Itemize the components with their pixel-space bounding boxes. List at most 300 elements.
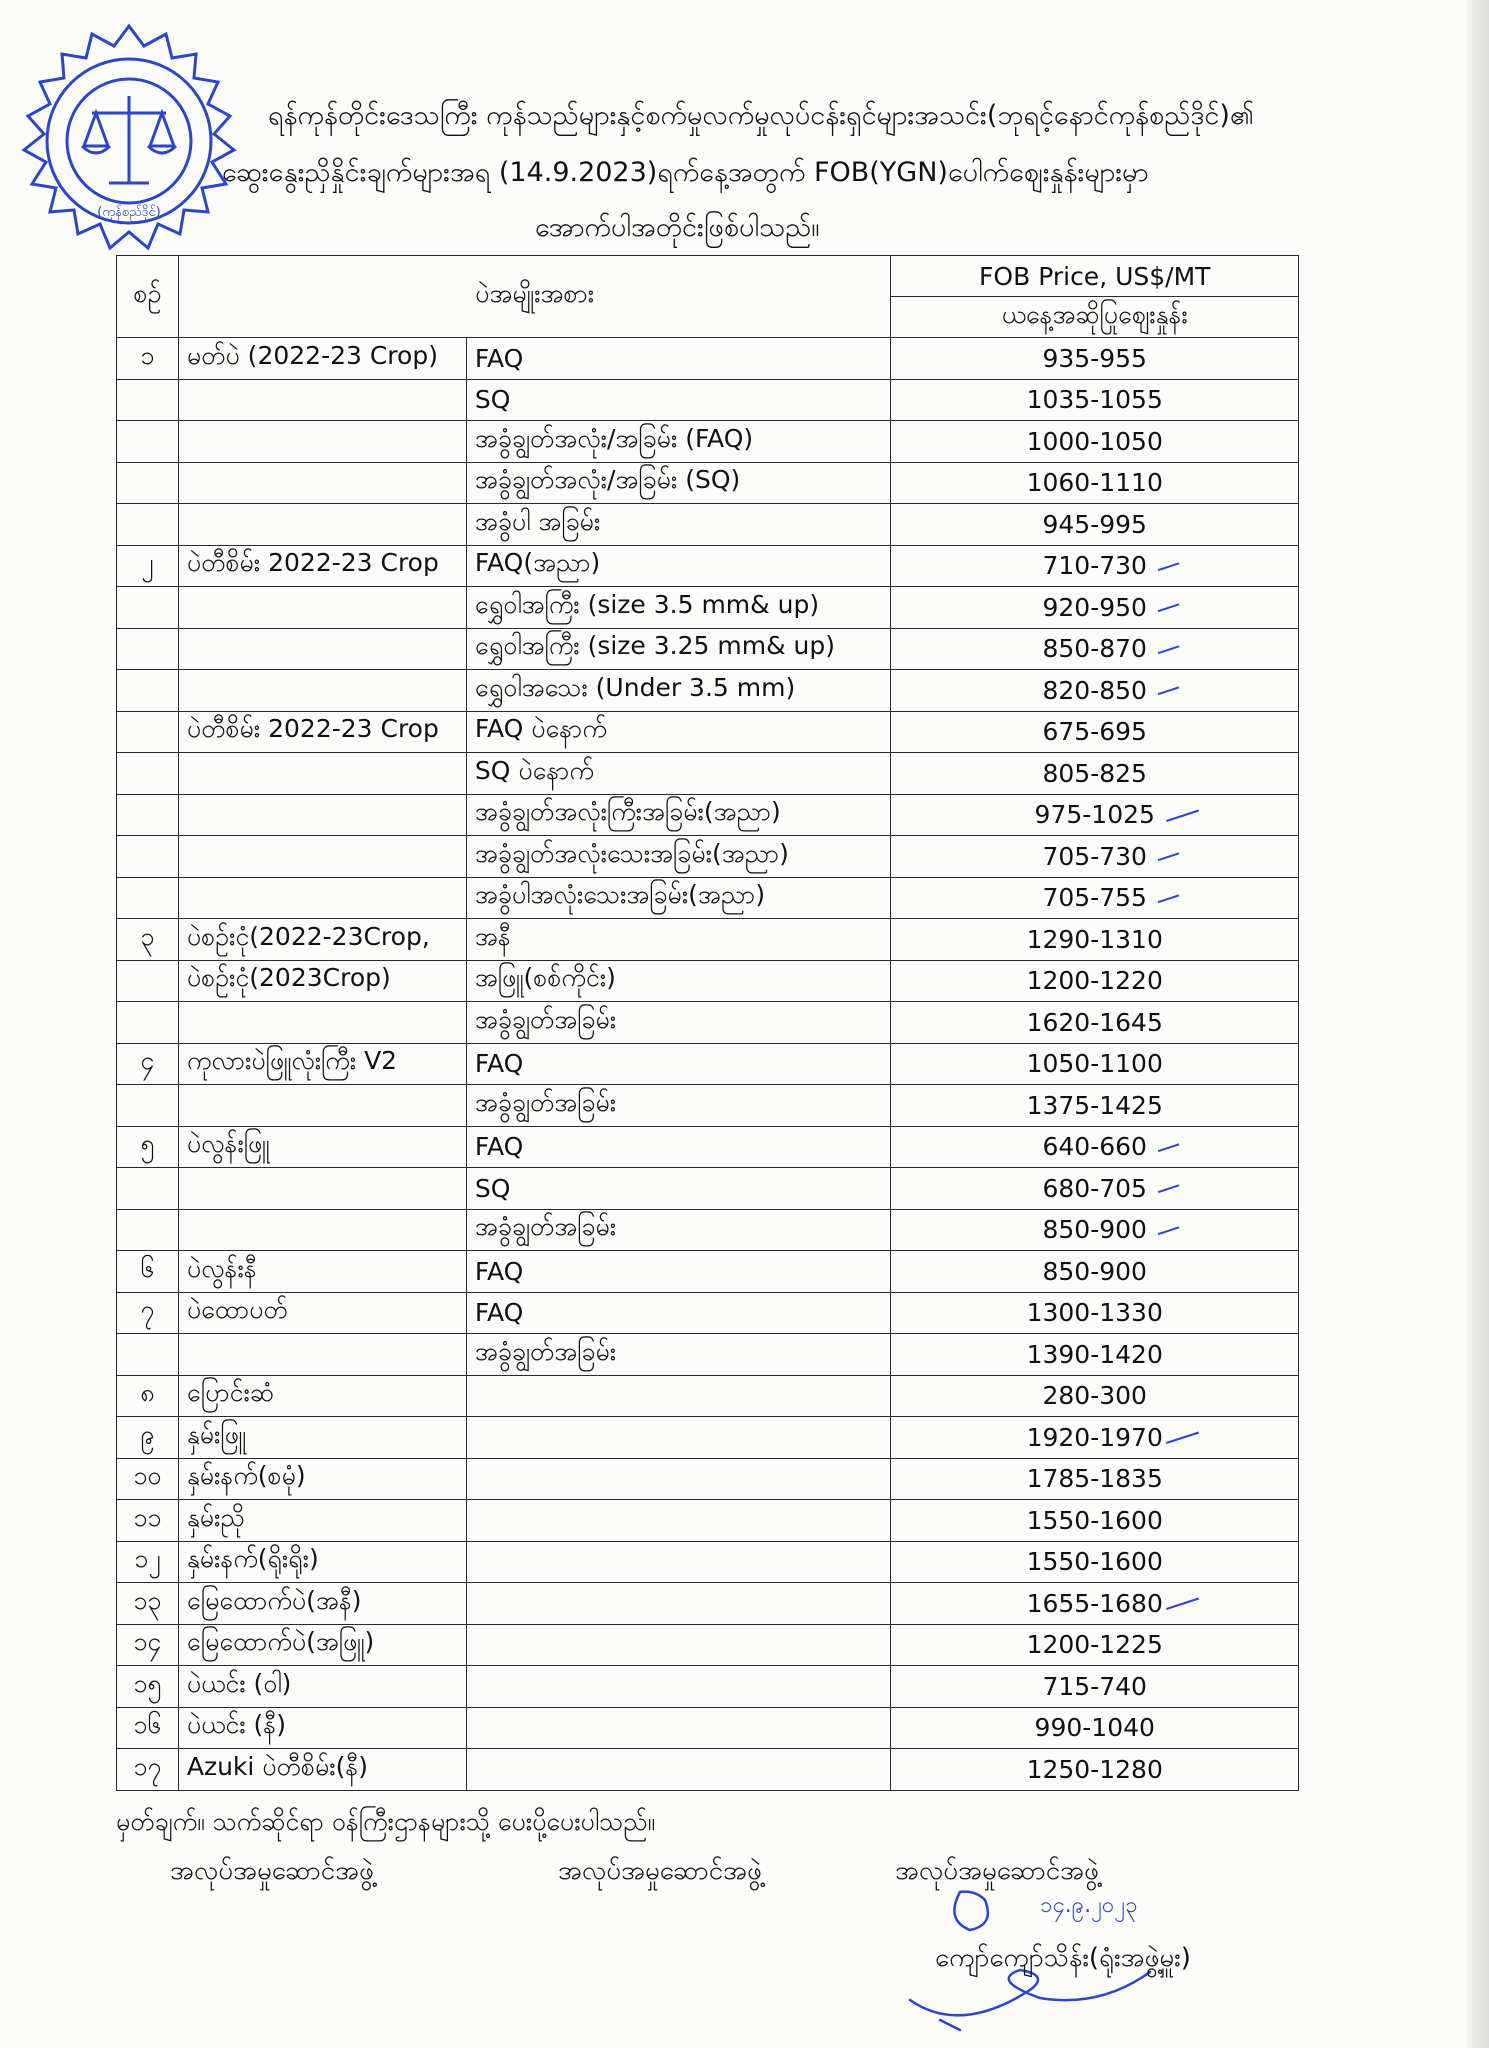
price-cell [891, 1209, 1299, 1251]
serial-cell [117, 379, 179, 421]
serial-cell [117, 1126, 179, 1168]
price-text: 1550-1600 [1026, 1547, 1163, 1577]
product-name-text: မြေထောက်ပဲ(အဖြူ) [186, 1627, 375, 1657]
grade-text: FAQ [474, 1298, 524, 1328]
price-cell [891, 1624, 1299, 1666]
serial-cell [117, 338, 179, 380]
grade-text: အခွံချွတ်အခြမ်း [474, 1004, 617, 1034]
price-cell [891, 670, 1299, 712]
product-name-cell [178, 1126, 466, 1168]
serial-cell [117, 421, 179, 463]
price-text: 920-950 [1042, 592, 1147, 622]
grade-cell [466, 1126, 891, 1168]
grade-text: အခွံချွတ်အလုံး/အခြမ်း (FAQ) [474, 423, 754, 453]
product-name-cell [178, 1002, 466, 1044]
heading-line-3: အောက်ပါအတိုင်းဖြစ်ပါသည်။ [535, 212, 820, 243]
price-cell [891, 1334, 1299, 1376]
price-text: 1050-1100 [1026, 1049, 1163, 1079]
serial-cell [117, 1292, 179, 1334]
price-cell [891, 1541, 1299, 1583]
grade-cell [466, 545, 891, 587]
grade-text: အခွံချွတ်အခြမ်း [474, 1336, 617, 1366]
price-cell [891, 379, 1299, 421]
price-text: 1035-1055 [1026, 385, 1163, 415]
grade-cell [466, 711, 891, 753]
price-text: 1550-1600 [1026, 1505, 1163, 1535]
table-row [117, 794, 1299, 836]
price-cell [891, 1749, 1299, 1791]
price-cell [891, 1666, 1299, 1708]
product-name-cell [178, 1666, 466, 1708]
serial-cell [117, 1043, 179, 1085]
price-text: 805-825 [1042, 758, 1147, 788]
table-row [117, 338, 1299, 380]
check-mark-icon [1163, 800, 1199, 822]
grade-text: အခွံချွတ်အလုံးကြီးအခြမ်း(အညာ) [474, 797, 781, 827]
serial-cell [117, 504, 179, 546]
serial-cell [117, 1251, 179, 1293]
grade-text: ရွှေဝါအကြီး (size 3.25 mm& up) [474, 631, 835, 661]
product-name-cell [178, 421, 466, 463]
price-cell [891, 587, 1299, 629]
check-mark-icon [1155, 677, 1180, 695]
product-name-text: ပဲယင်း (ဝါ) [186, 1668, 292, 1698]
serial-text: ၁၅ [133, 1668, 162, 1698]
grade-cell [466, 1417, 891, 1459]
grade-cell [466, 1168, 891, 1210]
table-row [117, 504, 1299, 546]
serial-cell [117, 1666, 179, 1708]
serial-cell [117, 1085, 179, 1127]
serial-cell [117, 1458, 179, 1500]
product-name-cell [178, 1292, 466, 1334]
price-text: 1250-1280 [1026, 1754, 1163, 1784]
serial-text: ၇ [140, 1295, 155, 1325]
product-name-cell [178, 1749, 466, 1791]
price-cell [891, 1002, 1299, 1044]
table-row [117, 1417, 1299, 1459]
table-row [117, 1043, 1299, 1085]
table-row [117, 1749, 1299, 1791]
price-text: 640-660 [1042, 1132, 1147, 1162]
grade-cell [466, 960, 891, 1002]
product-name-text: ပြောင်းဆံ [186, 1378, 275, 1408]
grade-cell [466, 836, 891, 878]
check-mark-icon [1155, 843, 1180, 861]
product-name-text: ပဲစဉ်းငုံ(2022-23Crop, [186, 921, 430, 951]
table-row [117, 628, 1299, 670]
table-row [117, 1085, 1299, 1127]
grade-cell [466, 794, 891, 836]
table-row [117, 960, 1299, 1002]
product-name-cell [178, 1583, 466, 1625]
grade-text: FAQ [474, 1256, 524, 1286]
table-row [117, 670, 1299, 712]
table-row [117, 1666, 1299, 1708]
check-mark-icon [1155, 594, 1180, 612]
association-seal [4, 18, 254, 268]
executive-committee-label-3: အလုပ်အမှုဆောင်အဖွဲ့ [895, 1856, 1099, 1886]
serial-cell [117, 1624, 179, 1666]
serial-text: ၁၄ [133, 1627, 162, 1657]
serial-cell [117, 1583, 179, 1625]
serial-cell [117, 1375, 179, 1417]
grade-cell [466, 1707, 891, 1749]
table-row [117, 1126, 1299, 1168]
serial-text: ၁၁ [133, 1502, 162, 1532]
table-row [117, 919, 1299, 961]
grade-text: အခွံချွတ်အလုံးသေးအခြမ်း(အညာ) [474, 838, 789, 868]
table-row [117, 1500, 1299, 1542]
product-name-text: ပဲယင်း (နီ) [186, 1710, 286, 1740]
heading-line-2: ဆွေးနွေးညှိနှိုင်းချက်များအရ (14.9.2023)ရက်နေ့အတွက် FOB(YGN)ပေါက်ဈေးနှုန်းများမှာ [222, 157, 1149, 188]
remark-note: မှတ်ချက်။ သက်ဆိုင်ရာ ဝန်ကြီးဌာနများသို့ ပေးပို့ပေးပါသည်။ [116, 1807, 656, 1836]
table-row [117, 753, 1299, 795]
table-row [117, 1209, 1299, 1251]
serial-text: ၁၂ [134, 1544, 161, 1574]
page-edge [1467, 0, 1489, 2048]
price-cell [891, 794, 1299, 836]
grade-text: အခွံပါ အခြမ်း [474, 506, 601, 536]
serial-cell [117, 1168, 179, 1210]
product-name-text: မြေထောက်ပဲ(အနီ) [186, 1585, 362, 1615]
heading-line-1: ရန်ကုန်တိုင်းဒေသကြီး ကုန်သည်များနှင့်စက်မှုလက်မှုလုပ်ငန်းရှင်များအသင်း(ဘုရင့်နောင်ကုန်စည်ဒိုင်)၏ [268, 100, 1254, 131]
grade-cell [466, 670, 891, 712]
table-row [117, 836, 1299, 878]
header-item-type: ပဲအမျိုးအစား [178, 256, 891, 338]
table-row [117, 587, 1299, 629]
product-name-cell [178, 1375, 466, 1417]
price-cell [891, 1375, 1299, 1417]
price-text: 990-1040 [1034, 1713, 1155, 1743]
price-text: 1300-1330 [1026, 1298, 1163, 1328]
serial-cell [117, 960, 179, 1002]
table-row [117, 1292, 1299, 1334]
serial-text: ၁၀ [133, 1461, 162, 1491]
grade-text: SQ ပဲနောက် [474, 755, 594, 785]
grade-text: အခွံချွတ်အခြမ်း [474, 1087, 617, 1117]
serial-cell [117, 1417, 179, 1459]
grade-cell [466, 587, 891, 629]
serial-cell [117, 794, 179, 836]
product-name-cell [178, 960, 466, 1002]
grade-cell [466, 1209, 891, 1251]
price-cell [891, 960, 1299, 1002]
price-cell [891, 1085, 1299, 1127]
serial-text: ၂ [141, 548, 154, 578]
grade-cell [466, 1749, 891, 1791]
product-name-text: နှမ်းနက်(စမုံ) [186, 1461, 306, 1491]
product-name-cell [178, 919, 466, 961]
product-name-cell [178, 1417, 466, 1459]
grade-cell [466, 1583, 891, 1625]
grade-cell [466, 753, 891, 795]
grade-text: အဖြူ(စစ်ကိုင်း) [474, 963, 616, 993]
serial-text: ၃ [140, 921, 155, 951]
table-row [117, 1168, 1299, 1210]
check-mark-icon [1155, 552, 1180, 570]
serial-cell [117, 1209, 179, 1251]
serial-cell [117, 670, 179, 712]
price-text: 975-1025 [1034, 800, 1155, 830]
grade-text: SQ [474, 1173, 511, 1203]
check-mark-icon [1155, 1216, 1180, 1234]
serial-cell [117, 1749, 179, 1791]
price-cell [891, 877, 1299, 919]
price-text: 850-900 [1042, 1256, 1147, 1286]
product-name-text: Azuki ပဲတီစိမ်း(နီ) [186, 1751, 369, 1781]
product-name-cell [178, 1209, 466, 1251]
serial-text: ၁၇ [133, 1751, 162, 1781]
price-cell [891, 1500, 1299, 1542]
price-text: 705-730 [1042, 841, 1147, 871]
table-row [117, 421, 1299, 463]
product-name-text: နှမ်းနက်(ရိုးရိုး) [186, 1544, 319, 1574]
grade-text: FAQ(အညာ) [474, 548, 601, 578]
product-name-cell [178, 794, 466, 836]
price-cell [891, 1417, 1299, 1459]
price-cell [891, 711, 1299, 753]
price-text: 710-730 [1042, 551, 1147, 581]
grade-cell [466, 421, 891, 463]
price-text: 935-955 [1042, 343, 1147, 373]
price-cell [891, 1707, 1299, 1749]
grade-cell [466, 628, 891, 670]
product-name-cell [178, 753, 466, 795]
product-name-cell [178, 1624, 466, 1666]
product-name-text: ပဲတီစိမ်း 2022-23 Crop [186, 714, 439, 744]
grade-cell [466, 504, 891, 546]
serial-cell [117, 462, 179, 504]
price-text: 1200-1225 [1026, 1630, 1163, 1660]
serial-text: ၅ [140, 1129, 155, 1159]
price-text: 1000-1050 [1026, 426, 1163, 456]
grade-cell [466, 1458, 891, 1500]
executive-committee-label-2: အလုပ်အမှုဆောင်အဖွဲ့ [558, 1856, 762, 1886]
table-row [117, 1707, 1299, 1749]
table-row [117, 1002, 1299, 1044]
price-text: 1390-1420 [1026, 1339, 1163, 1369]
header-proposed-price: ယနေ့အဆိုပြုဈေးနှုန်း [891, 297, 1299, 338]
table-row [117, 1541, 1299, 1583]
price-text: 1620-1645 [1026, 1007, 1163, 1037]
price-text: 715-740 [1042, 1671, 1147, 1701]
product-name-cell [178, 545, 466, 587]
table-row [117, 1334, 1299, 1376]
grade-cell [466, 338, 891, 380]
product-name-cell [178, 587, 466, 629]
product-name-cell [178, 379, 466, 421]
price-text: 850-900 [1042, 1215, 1147, 1245]
check-mark-icon [1163, 1422, 1199, 1444]
serial-text: ၈ [140, 1378, 155, 1408]
product-name-cell [178, 1043, 466, 1085]
check-mark-icon [1155, 635, 1180, 653]
product-name-cell [178, 711, 466, 753]
grade-cell [466, 877, 891, 919]
product-name-text: ပဲလွန်းဖြူ [186, 1129, 270, 1159]
price-text: 1290-1310 [1026, 924, 1163, 954]
header-serial: စဉ် [117, 256, 179, 338]
product-name-cell [178, 1500, 466, 1542]
product-name-cell [178, 1168, 466, 1210]
price-cell [891, 1458, 1299, 1500]
table-row [117, 711, 1299, 753]
serial-cell [117, 1707, 179, 1749]
serial-cell [117, 753, 179, 795]
header-fob-price: FOB Price, US$/MT [891, 256, 1299, 297]
table-row [117, 545, 1299, 587]
table-row [117, 462, 1299, 504]
price-cell [891, 545, 1299, 587]
product-name-cell [178, 504, 466, 546]
grade-cell [466, 1251, 891, 1293]
grade-cell [466, 462, 891, 504]
serial-text: ၁၃ [133, 1585, 162, 1615]
serial-text: ၁၆ [133, 1710, 162, 1740]
grade-text: SQ [474, 385, 511, 415]
product-name-text: ကုလားပဲဖြူလုံးကြီး V2 [186, 1046, 398, 1076]
grade-cell [466, 1085, 891, 1127]
serial-text: ၆ [140, 1253, 155, 1283]
product-name-text: ပဲထောပတ် [186, 1295, 288, 1325]
price-text: 1655-1680 [1026, 1588, 1163, 1618]
product-name-cell [178, 1541, 466, 1583]
price-cell [891, 628, 1299, 670]
product-name-cell [178, 628, 466, 670]
product-name-text: မတ်ပဲ (2022-23 Crop) [186, 340, 438, 370]
grade-cell [466, 919, 891, 961]
table-row [117, 1251, 1299, 1293]
product-name-text: ပဲလွန်းနီ [186, 1253, 257, 1283]
table-row [117, 1624, 1299, 1666]
grade-text: အခွံချွတ်အခြမ်း [474, 1212, 617, 1242]
check-mark-icon [1155, 1175, 1180, 1193]
seal-inner-text: (ကုန်စည်ဒိုင်) [97, 205, 161, 220]
price-text: 1785-1835 [1026, 1464, 1163, 1494]
price-text: 820-850 [1042, 675, 1147, 705]
grade-cell [466, 1334, 891, 1376]
check-mark-icon [1163, 1588, 1199, 1610]
grade-text: FAQ ပဲနောက် [474, 714, 607, 744]
product-name-cell [178, 670, 466, 712]
price-cell [891, 462, 1299, 504]
serial-text: ၉ [140, 1419, 155, 1449]
grade-cell [466, 1375, 891, 1417]
serial-cell [117, 545, 179, 587]
product-name-cell [178, 1458, 466, 1500]
product-name-cell [178, 462, 466, 504]
product-name-text: ပဲတီစိမ်း 2022-23 Crop [186, 548, 439, 578]
product-name-text: ပဲစဉ်းငုံ(2023Crop) [186, 963, 391, 993]
handwritten-date: ၁၄.၉.၂၀၂၃ [1040, 1893, 1138, 1918]
price-text: 1375-1425 [1026, 1090, 1163, 1120]
price-cell [891, 1126, 1299, 1168]
product-name-cell [178, 1707, 466, 1749]
serial-cell [117, 1334, 179, 1376]
price-text: 1060-1110 [1026, 468, 1163, 498]
grade-text: FAQ [474, 1132, 524, 1162]
price-cell [891, 504, 1299, 546]
grade-cell [466, 379, 891, 421]
grade-text: ရွှေဝါအသေး (Under 3.5 mm) [474, 672, 796, 702]
check-mark-icon [1155, 1133, 1180, 1151]
product-name-cell [178, 836, 466, 878]
grade-cell [466, 1500, 891, 1542]
price-text: 945-995 [1042, 509, 1147, 539]
price-cell [891, 1168, 1299, 1210]
price-cell [891, 1251, 1299, 1293]
price-cell [891, 753, 1299, 795]
price-text: 675-695 [1042, 717, 1147, 747]
grade-text: FAQ [474, 1049, 524, 1079]
price-cell [891, 919, 1299, 961]
grade-cell [466, 1666, 891, 1708]
serial-cell [117, 587, 179, 629]
price-cell [891, 1043, 1299, 1085]
product-name-cell [178, 338, 466, 380]
grade-cell [466, 1541, 891, 1583]
table-row [117, 379, 1299, 421]
grade-text: FAQ [474, 343, 524, 373]
grade-cell [466, 1043, 891, 1085]
grade-cell [466, 1624, 891, 1666]
serial-cell [117, 836, 179, 878]
price-text: 280-300 [1042, 1381, 1147, 1411]
signer-name: ကျော်ကျော်သိန်း(ရုံးအဖွဲ့မှူး) [935, 1943, 1191, 1973]
serial-cell [117, 1500, 179, 1542]
check-mark-icon [1155, 884, 1180, 902]
price-text: 850-870 [1042, 634, 1147, 664]
price-cell [891, 1583, 1299, 1625]
table-row [117, 1375, 1299, 1417]
grade-text: ရွှေဝါအကြီး (size 3.5 mm& up) [474, 589, 820, 619]
price-cell [891, 421, 1299, 463]
price-table [116, 255, 1299, 1791]
product-name-cell [178, 877, 466, 919]
product-name-text: နှမ်းညို [186, 1502, 245, 1532]
price-cell [891, 338, 1299, 380]
serial-cell [117, 877, 179, 919]
price-cell [891, 836, 1299, 878]
price-text: 1200-1220 [1026, 966, 1163, 996]
serial-cell [117, 919, 179, 961]
price-text: 1920-1970 [1026, 1422, 1163, 1452]
serial-text: ၄ [140, 1046, 155, 1076]
price-text: 680-705 [1042, 1173, 1147, 1203]
serial-cell [117, 1002, 179, 1044]
price-cell [891, 1292, 1299, 1334]
grade-cell [466, 1292, 891, 1334]
product-name-cell [178, 1085, 466, 1127]
product-name-cell [178, 1334, 466, 1376]
table-row [117, 877, 1299, 919]
table-row [117, 1583, 1299, 1625]
price-text: 705-755 [1042, 883, 1147, 913]
serial-cell [117, 628, 179, 670]
table-row [117, 1458, 1299, 1500]
product-name-cell [178, 1251, 466, 1293]
grade-cell [466, 1002, 891, 1044]
serial-cell [117, 711, 179, 753]
serial-text: ၁ [140, 340, 155, 370]
serial-cell [117, 1541, 179, 1583]
price-table-body [117, 338, 1299, 1791]
executive-committee-label-1: အလုပ်အမှုဆောင်အဖွဲ့ [170, 1856, 374, 1886]
product-name-text: နှမ်းဖြူ [186, 1419, 247, 1449]
grade-text: အနီ [474, 921, 511, 951]
grade-text: အခွံချွတ်အလုံး/အခြမ်း (SQ) [474, 465, 741, 495]
